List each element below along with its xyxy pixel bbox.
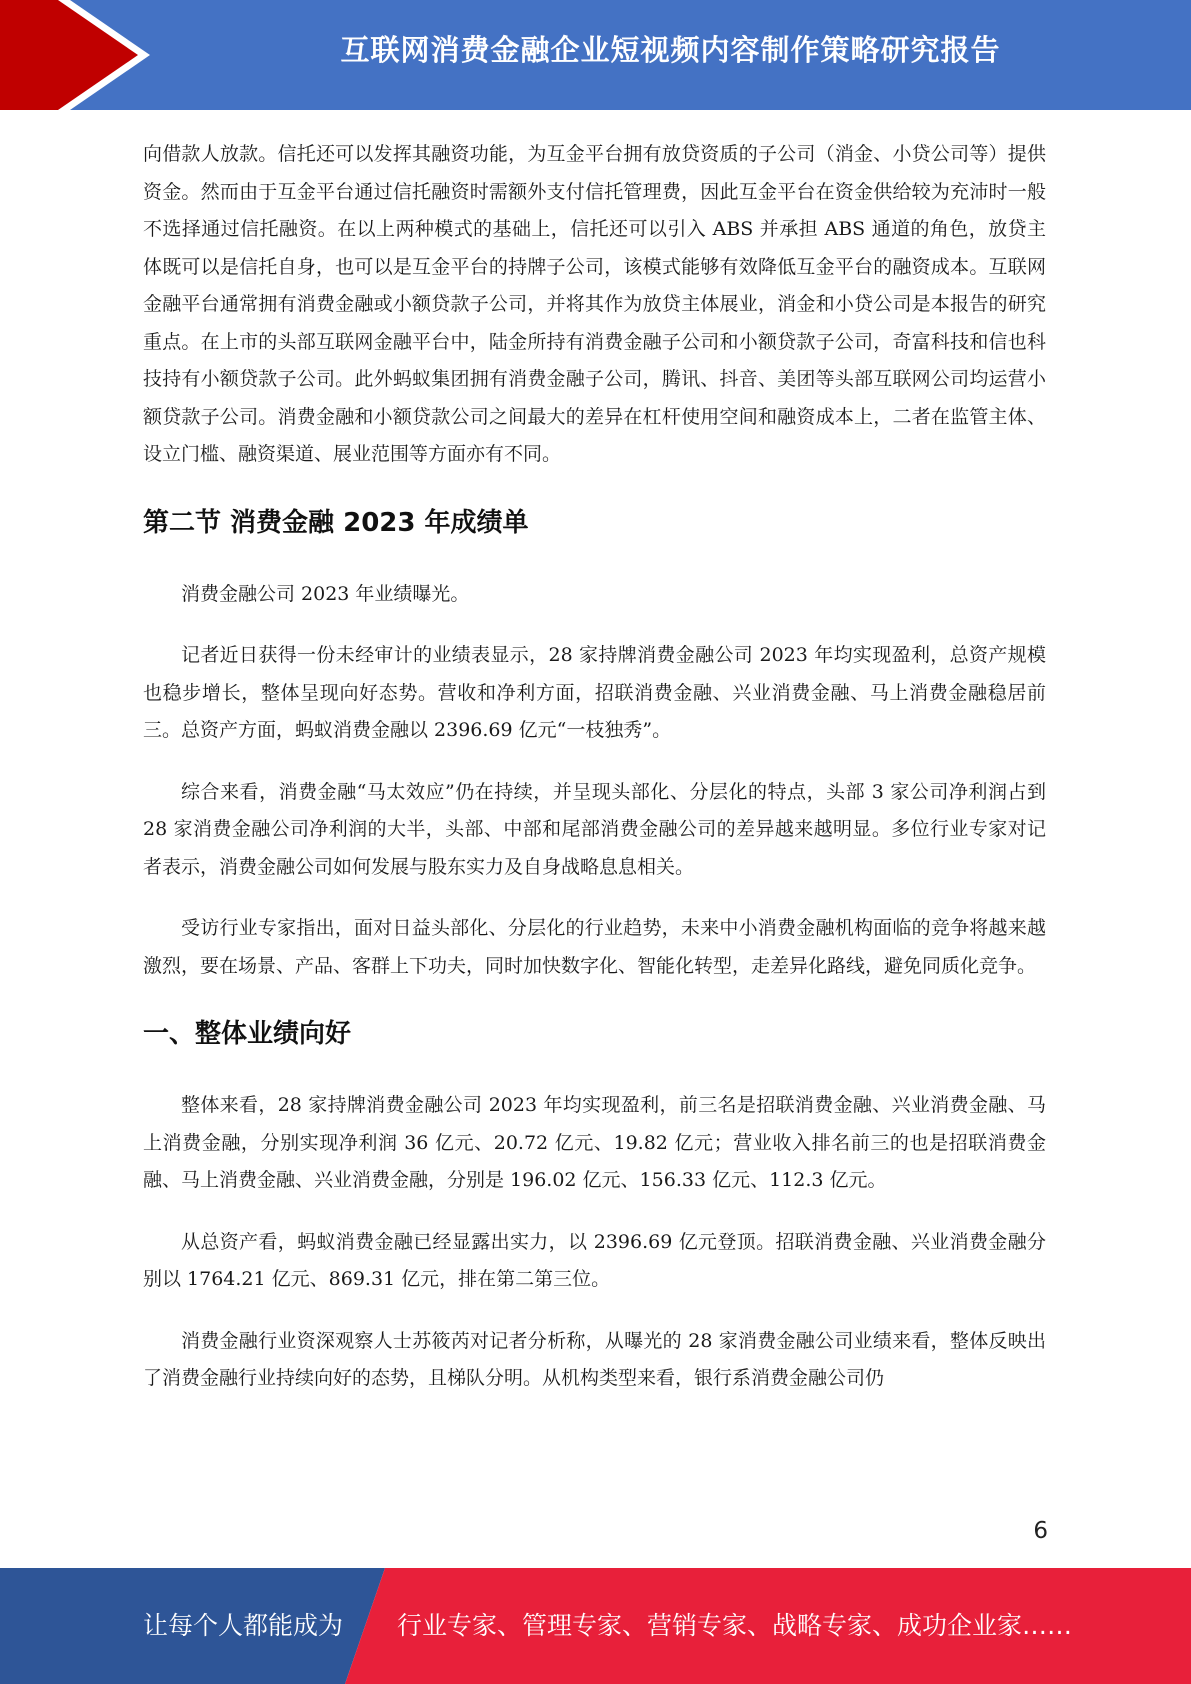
section-heading-2: 第二节 消费金融 2023 年成绩单 xyxy=(143,507,529,538)
paragraph-1: 向借款人放款。信托还可以发挥其融资功能，为互金平台拥有放贷资质的子公司（消金、小贷公司等）提供资金。然而由于互金平台通过信托融资时需额外支付信托管理费，因此互金平台在资金供给较为充沛时一般不选择通过信托融资。在以上两种模式的基础上，信托还可以引入 ABS 并承担 ABS 通道的角色，放贷主体既可以是信托自身，也可以是互金平台的持牌子公司，该模式能够有效降低互金平台的融资成本。互联网金融平台通常拥有消费金融或小额贷款子公司，并将其作为放贷主体展业，消金和小贷公司是本报告的研究重点。在上市的头部互联网金融平台中，陆金所持有消费金融子公司和小额贷款子公司，奇富科技和信也科技持有小额贷款子公司。此外蚂蚁集团拥有消费金融子公司，腾讯、抖音、美团等头部互联网公司均运营小额贷款子公司。消费金融和小额贷款公司之间最大的差异在杠杆使用空间和融资成本上，二者在监管主体、设立门槛、融资渠道、展业范围等方面亦有不同。 xyxy=(143,143,1046,465)
paragraph-3: 记者近日获得一份未经审计的业绩表显示，28 家持牌消费金融公司 2023 年均实现盈利，总资产规模也稳步增长，整体呈现向好态势。营收和净利方面，招联消费金融、兴业消费金融、马上消费金融稳居前三。总资产方面，蚂蚁消费金融以 2396.69 亿元“一枝独秀”。 xyxy=(143,644,1046,741)
header-band xyxy=(0,0,1191,110)
paragraph-5: 受访行业专家指出，面对日益头部化、分层化的行业趋势，未来中小消费金融机构面临的竞争将越来越激烈，要在场景、产品、客群上下功夫，同时加快数字化、智能化转型，走差异化路线，避免同质化竞争。 xyxy=(143,917,1046,977)
footer-band xyxy=(0,1568,1191,1684)
page-content xyxy=(143,136,1046,1398)
paragraph-6: 整体来看，28 家持牌消费金融公司 2023 年均实现盈利，前三名是招联消费金融、兴业消费金融、马上消费金融，分别实现净利润 36 亿元、20.72 亿元、19.82 亿元；营业收入排名前三的也是招联消费金融、马上消费金融、兴业消费金融，分别是 196.02 亿元、156.33 亿元、112.3 亿元。 xyxy=(143,1094,1046,1191)
paragraph-2: 消费金融公司 2023 年业绩曝光。 xyxy=(181,582,470,605)
paragraph-8: 消费金融行业资深观察人士苏筱芮对记者分析称，从曝光的 28 家消费金融公司业绩来看，整体反映出了消费金融行业持续向好的态势，且梯队分明。从机构类型来看，银行系消费金融公司仍 xyxy=(143,1329,1046,1389)
footer-slogan-left: 让每个人都能成为 xyxy=(143,1611,344,1640)
page-number: 6 xyxy=(1033,1518,1048,1544)
report-title: 互联网消费金融企业短视频内容制作策略研究报告 xyxy=(340,33,1001,67)
paragraph-7: 从总资产看，蚂蚁消费金融已经显露出实力，以 2396.69 亿元登顶。招联消费金融、兴业消费金融分别以 1764.21 亿元、869.31 亿元，排在第二第三位。 xyxy=(143,1230,1046,1290)
footer-slogan-right: 行业专家、管理专家、营销专家、战略专家、成功企业家…… xyxy=(397,1611,1073,1640)
subsection-heading-1: 一、整体业绩向好 xyxy=(143,1019,352,1049)
header-arrow-decoration xyxy=(0,0,160,110)
paragraph-4: 综合来看，消费金融“马太效应”仍在持续，并呈现头部化、分层化的特点，头部 3 家公司净利润占到 28 家消费金融公司净利润的大半，头部、中部和尾部消费金融公司的差异越来越明显。多位行业专家对记者表示，消费金融公司如何发展与股东实力及自身战略息息相关。 xyxy=(143,780,1046,878)
